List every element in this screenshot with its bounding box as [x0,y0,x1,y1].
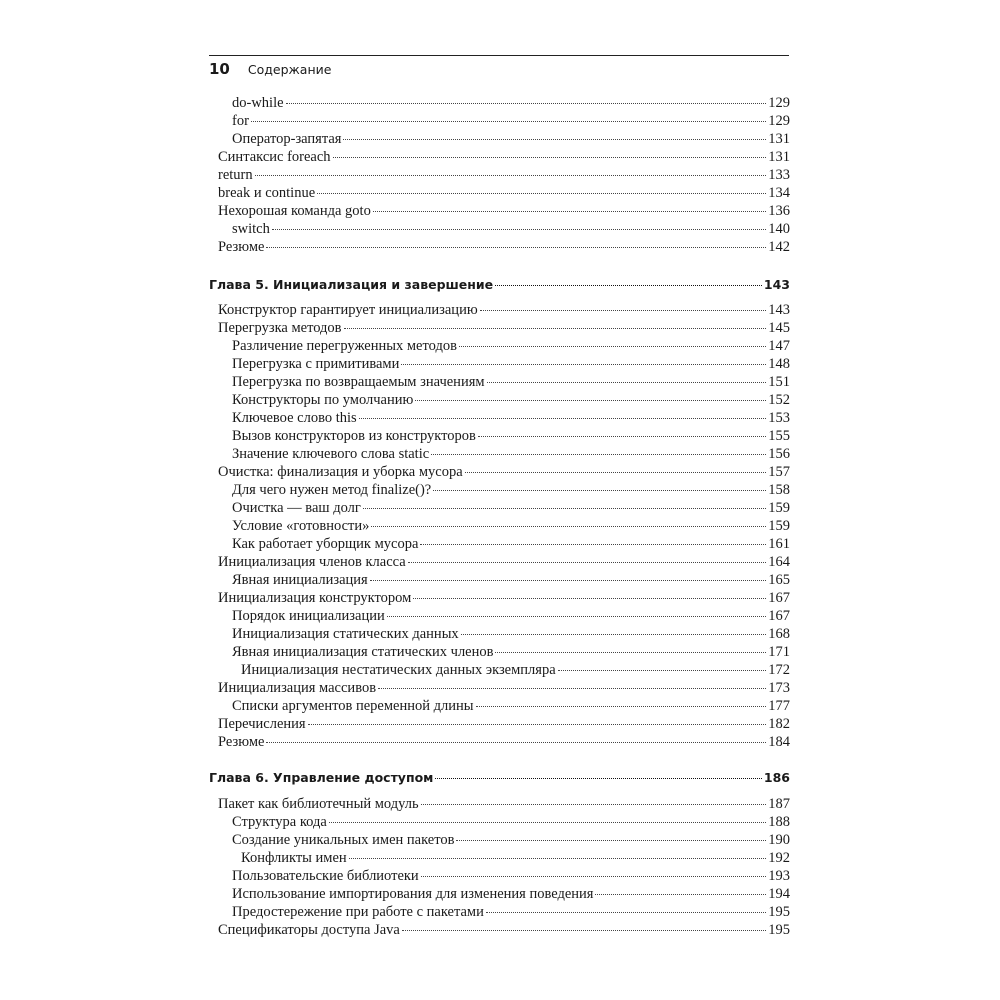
toc-chapter [209,769,790,786]
dot-leader [255,174,767,176]
dot-leader [373,210,766,212]
dot-leader [558,669,767,671]
toc-entry-title: Порядок инициализации [232,608,385,624]
toc-entry-page: 152 [768,392,790,408]
toc-entry-page: 173 [768,680,790,696]
toc-entry-title: Глава 6. Управление доступом [209,770,434,785]
toc-entry-page: 195 [768,904,790,920]
toc-entry [232,626,790,643]
toc-entry-title: Инициализация членов класса [218,554,406,570]
toc-entry-page: 133 [768,167,790,183]
dot-leader [476,705,767,707]
toc-entry [232,518,790,535]
dot-leader [420,543,766,545]
toc-entry-title: break и continue [218,185,316,201]
dot-leader [487,381,767,383]
toc-entry [232,608,790,625]
dot-leader [486,911,766,913]
toc-chapter [209,276,790,293]
toc-entry-page: 136 [768,203,790,219]
toc-entry-title: Для чего нужен метод finalize()? [232,482,432,498]
toc-entry-title: Конфликты имен [241,850,347,866]
dot-leader [495,284,762,286]
toc-entry-title: Перечисления [218,716,306,732]
toc-entry [232,338,790,355]
toc-entry [232,572,790,589]
toc-entry-page: 131 [768,131,790,147]
dot-leader [329,821,766,823]
toc-entry-page: 156 [768,446,790,462]
toc-entry [218,239,790,256]
dot-leader [402,929,766,931]
dot-leader [480,309,767,311]
toc-entry-title: Условие «готовности» [232,518,370,534]
toc-entry-title: Оператор-запятая [232,131,342,147]
toc-entry-page: 159 [768,500,790,516]
dot-leader [413,597,766,599]
toc-entry-title: Различение перегруженных методов [232,338,457,354]
toc-entry-title: Синтаксис foreach [218,149,331,165]
toc-entry-title: Создание уникальных имен пакетов [232,832,455,848]
dot-leader [272,228,766,230]
toc-entry-page: 129 [768,113,790,129]
toc-entry [218,149,790,166]
toc-entry-page: 168 [768,626,790,642]
toc-entry-page: 187 [768,796,790,812]
toc-entry-page: 142 [768,239,790,255]
toc-entry [232,886,790,903]
toc-entry-page: 165 [768,572,790,588]
toc-entry [232,446,790,463]
toc-entry-page: 140 [768,221,790,237]
toc-entry-title: do-while [232,95,284,111]
toc-entry-title: Вызов конструкторов из конструкторов [232,428,476,444]
toc-entry [232,868,790,885]
toc-entry [232,392,790,409]
toc-entry-page: 145 [768,320,790,336]
dot-leader [459,345,766,347]
toc-entry-page: 193 [768,868,790,884]
dot-leader [431,453,766,455]
toc-entry [232,131,790,148]
running-title: Содержание [247,62,332,77]
dot-leader [465,471,767,473]
running-header [209,60,331,80]
toc-entry [232,374,790,391]
toc-entry-page: 143 [763,277,790,292]
toc-entry-title: Инициализация статических данных [232,626,459,642]
dot-leader [251,120,766,122]
toc-entry [218,185,790,202]
toc-entry [232,95,790,112]
dot-leader [343,138,766,140]
toc-entry-page: 192 [768,850,790,866]
toc-entry-page: 184 [768,734,790,750]
toc-entry-title: Очистка — ваш долг [232,500,361,516]
dot-leader [387,615,767,617]
toc-entry [232,356,790,373]
toc-entry-title: Перегрузка по возвращаемым значениям [232,374,485,390]
toc-entry [218,167,790,184]
dot-leader [401,363,766,365]
toc-entry [232,410,790,427]
dot-leader [495,651,766,653]
toc-entry [232,698,790,715]
toc-entry-title: Конструкторы по умолчанию [232,392,414,408]
toc-entry-page: 190 [768,832,790,848]
dot-leader [433,489,766,491]
toc-entry [218,554,790,571]
dot-leader [461,633,767,635]
toc-entry-title: Перегрузка с примитивами [232,356,400,372]
toc-entry-page: 188 [768,814,790,830]
toc-entry [232,536,790,553]
dot-leader [408,561,767,563]
toc-entry-title: Инициализация конструктором [218,590,412,606]
dot-leader [286,102,767,104]
dot-leader [421,803,767,805]
toc-entry-title: return [218,167,253,183]
toc-entry [218,716,790,733]
dot-leader [266,246,766,248]
toc-entry-page: 195 [768,922,790,938]
dot-leader [478,435,766,437]
toc-entry-title: Глава 5. Инициализация и завершение [209,277,494,292]
toc-entry-title: Инициализация нестатических данных экземпляра [241,662,556,678]
toc-entry-title: Явная инициализация статических членов [232,644,494,660]
toc-entry-title: Очистка: финализация и уборка мусора [218,464,463,480]
toc-entry [218,203,790,220]
toc-entry [218,464,790,481]
dot-leader [421,875,767,877]
toc-entry-title: Структура кода [232,814,327,830]
toc-entry-page: 194 [768,886,790,902]
toc-entry-page: 164 [768,554,790,570]
page-number: 10 [209,60,230,78]
toc-entry-page: 157 [768,464,790,480]
toc-entry-title: Использование импортирования для изменения поведения [232,886,594,902]
toc-entry [218,680,790,697]
toc-entry-title: Нехорошая команда goto [218,203,371,219]
toc-entry-title: Пользовательские библиотеки [232,868,419,884]
dot-leader [378,687,766,689]
toc-entry-page: 158 [768,482,790,498]
toc-entry-title: Явная инициализация [232,572,368,588]
toc-entry-title: Предостережение при работе с пакетами [232,904,484,920]
toc-entry-page: 172 [768,662,790,678]
toc-entry [232,904,790,921]
toc-entry-page: 143 [768,302,790,318]
toc-entry-title: Как работает уборщик мусора [232,536,419,552]
dot-leader [349,857,767,859]
dot-leader [308,723,767,725]
toc-entry-page: 182 [768,716,790,732]
toc-entry [232,113,790,130]
dot-leader [333,156,767,158]
toc-entry-page: 171 [768,644,790,660]
toc-entry-page: 167 [768,608,790,624]
toc-entry-title: Спецификаторы доступа Java [218,922,400,938]
toc-entry-title: Списки аргументов переменной длины [232,698,474,714]
dot-leader [370,579,767,581]
toc-entry-page: 147 [768,338,790,354]
dot-leader [317,192,766,194]
toc-entry-title: Ключевое слово this [232,410,357,426]
dot-leader [456,839,766,841]
dot-leader [435,777,762,779]
toc-entry-title: Резюме [218,239,265,255]
toc-entry [218,734,790,751]
toc-entry [241,662,790,679]
toc-entry-page: 159 [768,518,790,534]
toc-entry-page: 177 [768,698,790,714]
toc-entry-page: 129 [768,95,790,111]
toc-entry-page: 167 [768,590,790,606]
toc-entry-page: 186 [763,770,790,785]
toc-entry [218,320,790,337]
dot-leader [595,893,766,895]
toc-entry-page: 131 [768,149,790,165]
toc-entry [232,832,790,849]
dot-leader [266,741,766,743]
toc-entry [241,850,790,867]
toc-entry-page: 134 [768,185,790,201]
toc-entry-title: Пакет как библиотечный модуль [218,796,419,812]
dot-leader [415,399,766,401]
dot-leader [363,507,766,509]
toc-entry-title: Конструктор гарантирует инициализацию [218,302,478,318]
toc-entry-title: switch [232,221,270,237]
toc-entry-title: Резюме [218,734,265,750]
toc-entry [218,796,790,813]
toc-entry [232,428,790,445]
header-rule [209,55,789,56]
toc-entry [232,644,790,661]
toc-entry-page: 148 [768,356,790,372]
dot-leader [344,327,767,329]
toc-entry [218,922,790,939]
toc-entry-title: for [232,113,249,129]
toc-entry [218,302,790,319]
toc-entry [232,500,790,517]
toc-entry-page: 161 [768,536,790,552]
dot-leader [371,525,766,527]
toc-entry [218,590,790,607]
toc-entry-page: 151 [768,374,790,390]
toc-entry [232,814,790,831]
toc-entry-page: 155 [768,428,790,444]
dot-leader [359,417,767,419]
toc-entry [232,482,790,499]
toc-entry [232,221,790,238]
toc-entry-title: Инициализация массивов [218,680,377,696]
toc-entry-page: 153 [768,410,790,426]
toc-entry-title: Значение ключевого слова static [232,446,430,462]
toc-entry-title: Перегрузка методов [218,320,342,336]
